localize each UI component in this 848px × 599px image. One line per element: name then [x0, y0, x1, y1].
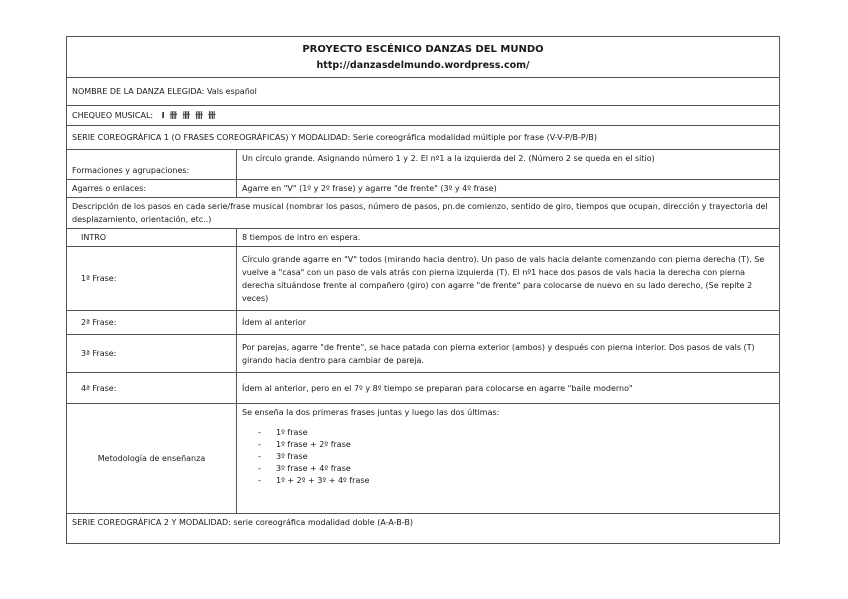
row-text-frase-1: Círculo grande agarre en "V" todos (mirando hacia dentro). Un paso de vals hacia delante comenzando con pierna derecha (T). Se vuelve a "casa" con un paso de vals atrás con pierna izquierda (T). El nº1 hace dos pasos de vals hacia la derecha con pierna derecha situándose frente al compañero (giro) con agarre "de frente" para colocarse de nuevo en su lado derecho, (Se repite 2 veces): [237, 247, 780, 311]
row-text-intro: 8 tiempos de intro en espera.: [237, 229, 780, 247]
row-label-frase-4: 4ª Frase:: [67, 373, 237, 404]
methodology-cell: [237, 404, 780, 514]
series1-header-row: [67, 126, 780, 150]
holds-label: Agarres o enlaces:: [67, 180, 237, 198]
dance-name-value: Vals español: [206, 87, 257, 96]
series1-value: Serie coreográfica modalidad múltiple por frase (V-V-P/B-P/B): [352, 133, 598, 142]
formations-label: Formaciones y agrupaciones:: [67, 150, 237, 180]
musical-check-row: [67, 106, 780, 126]
row-label-frase-1: 1ª Frase:: [67, 247, 237, 311]
list-item: - 1º frase + 2º frase: [258, 439, 774, 451]
row-text-frase-2: Ídem al anterior: [237, 311, 780, 335]
methodology-intro: Se enseña la dos primeras frases juntas y luego las dos últimas:: [242, 408, 500, 417]
series2-row: [67, 514, 780, 544]
tally-marks: I 卌 卌 卌 卌: [161, 111, 217, 120]
row-label-frase-3: 3ª Frase:: [67, 335, 237, 373]
holds-value: Agarre en "V" (1º y 2º frase) y agarre "de frente" (3º y 4º frase): [237, 180, 780, 198]
series1-label: SERIE COREOGRÁFICA 1 (O FRASES COREOGRÁFICAS) Y MODALIDAD:: [72, 133, 351, 142]
list-item: - 1º frase: [258, 427, 774, 439]
methodology-list: [242, 427, 774, 487]
row-label-intro: INTRO: [67, 229, 237, 247]
series2-label: SERIE COREOGRÁFICA 2 Y MODALIDAD:: [72, 518, 231, 527]
methodology-label: Metodología de enseñanza: [67, 404, 237, 514]
list-item: - 3º frase: [258, 451, 774, 463]
formations-value: Un círculo grande. Asignando número 1 y 2. El nº1 a la izquierda del 2. (Número 2 se queda en el sitio): [237, 150, 780, 180]
header-cell: [67, 37, 780, 78]
dance-name-row: [67, 78, 780, 106]
row-label-frase-2: 2ª Frase:: [67, 311, 237, 335]
musical-check-label: CHEQUEO MUSICAL:: [72, 111, 154, 120]
choreography-table: [66, 36, 780, 544]
row-text-frase-3: Por parejas, agarre "de frente", se hace patada con pierna exterior (ambos) y después con pierna interior. Dos pasos de vals (T) girando hacia dentro para cambiar de pareja.: [237, 335, 780, 373]
document-url[interactable]: http://danzasdelmundo.wordpress.com/: [316, 59, 530, 71]
list-item: - 3º frase + 4º frase: [258, 463, 774, 475]
list-item: - 1º + 2º + 3º + 4º frase: [258, 475, 774, 487]
steps-description: Descripción de los pasos en cada serie/frase musical (nombrar los pasos, número de pasos, pn.de comienzo, sentido de giro, tiempos que ocupan, dirección y trayectoria del desplazamiento, orientación, etc..): [67, 198, 780, 229]
series2-value: serie coreográfica modalidad doble (A-A-B-B): [233, 518, 413, 527]
row-text-frase-4: Ídem al anterior, pero en el 7º y 8º tiempo se preparan para colocarse en agarre "baile moderno": [237, 373, 780, 404]
dance-name-label: NOMBRE DE LA DANZA ELEGIDA:: [72, 87, 205, 96]
document-page: [66, 36, 779, 544]
document-title: PROYECTO ESCÉNICO DANZAS DEL MUNDO: [302, 43, 544, 55]
